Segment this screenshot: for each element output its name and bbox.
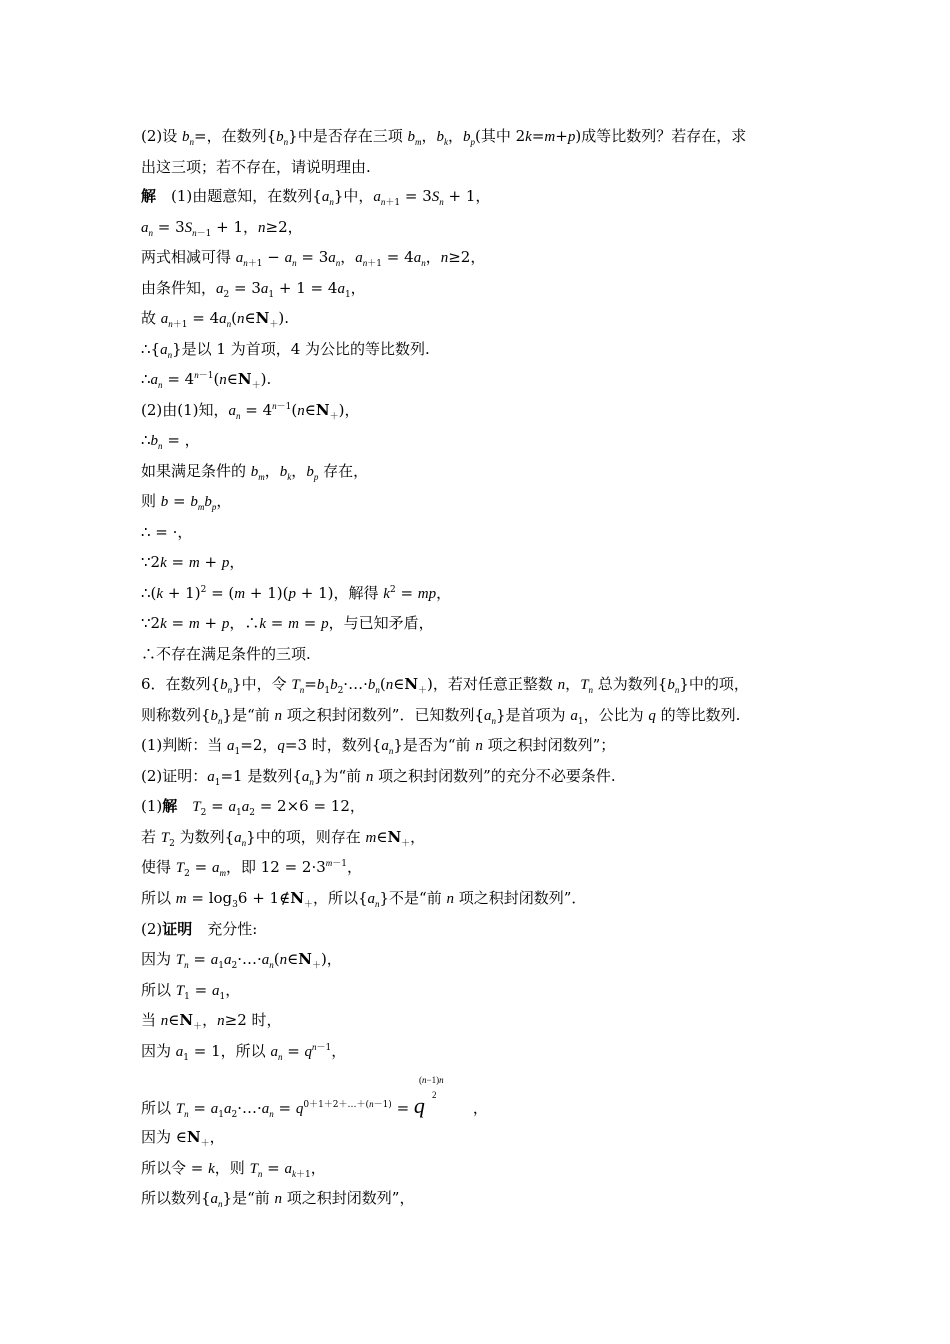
text-line: 出这三项；若不存在，请说明理由. (141, 158, 371, 176)
text-line: $\therefore a_n$ = $4^{n-1}(n\in N_+)$. (141, 370, 272, 391)
text-line: 如果满足条件的 $b_m$，$b_k$，$b_p$ 存在， (141, 462, 369, 482)
exponent-numerator: (n−1)n (419, 1075, 444, 1085)
text-line: $\therefore b_n$ = ， (141, 431, 200, 451)
text-line: 因为 $\in N_+$， (141, 1128, 225, 1149)
text-line: 由条件知，$a_2 = 3a_1 + 1 = 4a_1$， (141, 279, 366, 300)
text-line: (2)设 $b_n=$，在数列$\{b_n\}$中是否存在三项 $b_m$，$b_k$，$b_p$(其中 2k=m+p)成等比数列？若存在，求 (141, 127, 747, 147)
text-line: $a_n = 3S_{n-1} + 1$，n≥2， (141, 218, 303, 239)
text-line: ∵2k = m + p，∴k = m = p，与已知矛盾， (141, 614, 434, 632)
text-line: (1)判断：当 $a_1=2$，q=3 时，数列$\{a_n\}$是否为“前 n 项之积封闭数列”； (141, 736, 616, 757)
text-line: 因为 $a_1 = 1$，所以 $a_n = q^{n-1}$， (141, 1042, 347, 1063)
text-line: 6．在数列$\{b_n\}$中，令 $T_n=b_1b_2\cdot\dots\cdot b_n(n\in N_+)$，若对任意正整数 n，$T_n$ 总为数列$\{b_n\}$中的项， (141, 675, 749, 696)
text-line: ∴(k + 1)$^2$ = (m + 1)(p + 1)，解得 $k^2$ = mp， (141, 584, 452, 602)
text-line: ∴ = ·， (141, 523, 193, 541)
text-line: $\therefore\{a_n\}$是以 1 为首项，4 为公比的等比数列. (141, 340, 430, 360)
text-line: 若 $T_2$ 为数列$\{a_n\}$中的项，则存在 $m\in N_+$， (141, 828, 426, 849)
text-line: 故 $a_{n+1}$ = $4a_n(n\in N_+)$. (141, 309, 289, 330)
text-line: ∴不存在满足条件的三项. (141, 645, 311, 663)
text-line: 则 $b = b_mb_p$， (141, 492, 232, 512)
text-line: 所以 $T_1 = a_1$， (141, 981, 241, 1002)
text-line: 使得 $T_2 = a_m$，即 $12 = 2\cdot 3^{m-1}$， (141, 858, 363, 879)
text-line: 因为 $T_n$ = $a_1a_2\cdot\dots\cdot a_n(n\in N_+)$， (141, 950, 342, 971)
text-line: 所以 $m = \log_36$ + $1\notin N_+$，所以$\{a_n\}$不是“前 n 项之积封闭数列”． (141, 889, 587, 910)
exponent-denominator: 2 (432, 1090, 437, 1100)
text-line: (1)解 $T_2 = a_1a_2 = 2\times 6 = 12$， (141, 797, 365, 818)
text-line: 所以数列$\{a_n\}$是“前 n 项之积封闭数列”， (141, 1189, 415, 1209)
text-line: 两式相减可得 $a_{n+1} - a_n = 3a_n$，$a_{n+1} = 4a_n$，n≥2， (141, 248, 486, 269)
text-line: (2)证明：$a_1=1$ 是数列$\{a_n\}$为“前 n 项之积封闭数列”的充分不必要条件. (141, 767, 616, 788)
text-line: 所以令 = k，则 $T_n = a_{k+1}$， (141, 1159, 326, 1180)
text-line: (2)由(1)知，$a_n$ = $4^{n-1}(n\in N_+)$， (141, 401, 360, 422)
text-line: 则称数列$\{b_n\}$是“前 n 项之积封闭数列”．已知数列$\{a_n\}$是首项为 $a_1$，公比为 q 的等比数列. (141, 706, 741, 727)
text-line: 所以 $T_n$ = $a_1a_2\cdot\dots\cdot a_n = q^{0+1+2+\dots+(n-1)} = q$ ， (141, 1093, 488, 1120)
text-line: (2)证明 充分性: (141, 920, 258, 938)
text-line: 解 (1)由题意知，在数列$\{a_n\}$中，$a_{n+1} = 3S_n + 1$， (141, 187, 491, 208)
text-line: ∵2k = m + p， (141, 553, 245, 571)
text-line: 当 $n\in N_+$，n≥2 时， (141, 1011, 282, 1032)
